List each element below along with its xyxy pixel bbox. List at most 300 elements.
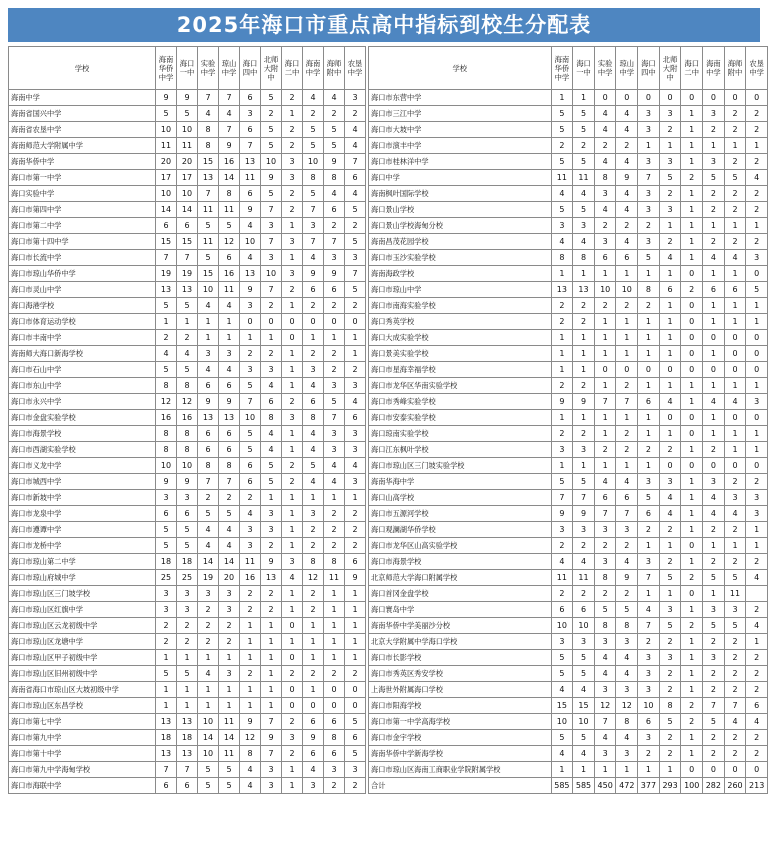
quota-cell: 3 — [198, 346, 219, 362]
left-table-row — [9, 282, 366, 298]
school-name: 海口市琼山华侨中学 — [9, 266, 156, 282]
quota-cell: 1 — [681, 202, 703, 218]
school-name: 海口景山学校 — [369, 202, 552, 218]
quota-cell: 1 — [573, 362, 595, 378]
quota-cell: 10 — [198, 714, 219, 730]
right-table-row — [369, 570, 768, 586]
quota-cell: 0 — [681, 362, 703, 378]
quota-cell: 1 — [345, 490, 366, 506]
quota-cell: 2 — [282, 746, 303, 762]
quota-cell: 5 — [551, 650, 573, 666]
quota-cell: 1 — [282, 218, 303, 234]
quota-cell: 16 — [219, 154, 240, 170]
quota-cell: 4 — [616, 474, 638, 490]
quota-cell: 0 — [659, 362, 681, 378]
school-name: 海口市玉沙实验学校 — [369, 250, 552, 266]
quota-cell: 2 — [303, 522, 324, 538]
quota-cell: 2 — [703, 746, 725, 762]
quota-cell: 3 — [551, 442, 573, 458]
quota-cell: 0 — [681, 330, 703, 346]
school-name: 海口市龙泉中学 — [9, 506, 156, 522]
quota-cell: 2 — [198, 490, 219, 506]
quota-cell: 8 — [551, 250, 573, 266]
quota-cell: 1 — [219, 698, 240, 714]
quota-cell: 4 — [573, 186, 595, 202]
quota-cell: 5 — [573, 202, 595, 218]
quota-cell: 2 — [345, 666, 366, 682]
quota-cell: 5 — [724, 618, 746, 634]
quota-cell: 4 — [659, 250, 681, 266]
quota-cell: 3 — [703, 106, 725, 122]
quota-cell: 8 — [573, 250, 595, 266]
left-table-row — [9, 778, 366, 794]
quota-cell: 1 — [616, 266, 638, 282]
quota-cell: 3 — [638, 202, 660, 218]
quota-cell: 11 — [573, 570, 595, 586]
quota-cell: 1 — [240, 330, 261, 346]
quota-cell: 2 — [573, 586, 595, 602]
quota-cell: 1 — [240, 634, 261, 650]
quota-cell: 1 — [659, 138, 681, 154]
quota-cell: 2 — [282, 138, 303, 154]
quota-cell: 2 — [746, 474, 768, 490]
quota-cell: 1 — [703, 314, 725, 330]
quota-cell: 1 — [681, 522, 703, 538]
school-name: 海口市东山中学 — [9, 378, 156, 394]
quota-cell: 3 — [659, 202, 681, 218]
right-header-col: 海师附中 — [724, 47, 746, 90]
left-header-col: 海南中学 — [303, 47, 324, 90]
quota-cell: 2 — [616, 138, 638, 154]
quota-cell: 2 — [724, 666, 746, 682]
quota-cell: 2 — [724, 474, 746, 490]
quota-cell: 7 — [261, 234, 282, 250]
quota-cell: 2 — [659, 186, 681, 202]
quota-cell: 1 — [240, 618, 261, 634]
quota-cell: 1 — [282, 634, 303, 650]
quota-cell: 2 — [324, 522, 345, 538]
quota-cell: 282 — [703, 778, 725, 794]
quota-cell: 4 — [198, 666, 219, 682]
quota-cell: 1 — [156, 698, 177, 714]
quota-cell: 2 — [659, 554, 681, 570]
school-name: 海口海港学校 — [9, 298, 156, 314]
right-table-row — [369, 634, 768, 650]
quota-cell: 5 — [198, 762, 219, 778]
quota-cell: 13 — [198, 170, 219, 186]
quota-cell: 4 — [746, 170, 768, 186]
quota-cell: 2 — [177, 634, 198, 650]
quota-cell: 1 — [594, 410, 616, 426]
quota-cell: 1 — [724, 442, 746, 458]
quota-cell: 0 — [324, 698, 345, 714]
quota-cell: 4 — [240, 250, 261, 266]
quota-cell: 1 — [594, 762, 616, 778]
quota-cell: 2 — [724, 730, 746, 746]
quota-cell: 2 — [659, 682, 681, 698]
school-name: 海口景美实验学校 — [369, 346, 552, 362]
quota-cell: 4 — [324, 474, 345, 490]
quota-cell: 5 — [345, 282, 366, 298]
quota-cell: 18 — [156, 554, 177, 570]
school-name: 海口市第一中学高海学校 — [369, 714, 552, 730]
quota-cell: 3 — [240, 298, 261, 314]
quota-cell: 13 — [261, 570, 282, 586]
quota-cell: 8 — [303, 554, 324, 570]
right-table-row — [369, 746, 768, 762]
quota-cell: 3 — [324, 250, 345, 266]
quota-cell: 5 — [219, 506, 240, 522]
quota-cell: 5 — [551, 474, 573, 490]
school-name: 海口市龙桥中学 — [9, 538, 156, 554]
quota-cell: 2 — [282, 202, 303, 218]
school-name: 海口市第七中学 — [9, 714, 156, 730]
right-table-row — [369, 682, 768, 698]
quota-cell: 2 — [681, 698, 703, 714]
quota-cell: 3 — [616, 634, 638, 650]
quota-cell: 4 — [303, 474, 324, 490]
school-name: 海南昌茂花园学校 — [369, 234, 552, 250]
quota-cell: 7 — [638, 618, 660, 634]
quota-cell: 3 — [616, 682, 638, 698]
quota-cell: 100 — [681, 778, 703, 794]
right-header-col: 海口一中 — [573, 47, 595, 90]
quota-cell: 1 — [659, 762, 681, 778]
quota-cell: 4 — [551, 234, 573, 250]
quota-cell: 7 — [219, 122, 240, 138]
quota-cell: 1 — [616, 314, 638, 330]
quota-cell: 2 — [345, 298, 366, 314]
quota-cell: 0 — [746, 362, 768, 378]
school-name: 海南省国兴中学 — [9, 106, 156, 122]
quota-cell: 5 — [177, 298, 198, 314]
school-name: 海口市第十四中学 — [9, 234, 156, 250]
quota-cell: 8 — [198, 138, 219, 154]
quota-cell: 6 — [240, 474, 261, 490]
quota-cell: 3 — [594, 234, 616, 250]
quota-cell: 2 — [303, 586, 324, 602]
quota-cell: 5 — [573, 154, 595, 170]
quota-cell: 3 — [659, 154, 681, 170]
quota-cell: 4 — [324, 186, 345, 202]
quota-cell: 4 — [594, 122, 616, 138]
quota-cell: 5 — [324, 138, 345, 154]
quota-cell: 2 — [261, 586, 282, 602]
quota-cell: 2 — [703, 186, 725, 202]
quota-cell: 0 — [324, 682, 345, 698]
quota-cell: 5 — [219, 762, 240, 778]
quota-cell: 1 — [746, 314, 768, 330]
quota-cell: 6 — [345, 170, 366, 186]
school-name: 海南省农垦中学 — [9, 122, 156, 138]
quota-cell: 1 — [638, 378, 660, 394]
school-name: 海口市第一中学 — [9, 170, 156, 186]
quota-cell: 9 — [198, 394, 219, 410]
quota-cell: 2 — [177, 618, 198, 634]
quota-cell: 2 — [659, 442, 681, 458]
school-name: 海口江东枫叶学校 — [369, 442, 552, 458]
quota-cell: 6 — [345, 410, 366, 426]
quota-cell: 10 — [198, 746, 219, 762]
quota-cell: 1 — [261, 330, 282, 346]
quota-cell: 19 — [156, 266, 177, 282]
school-name: 海口市金宇学校 — [369, 730, 552, 746]
school-name: 北京大学附属中学海口学校 — [369, 634, 552, 650]
school-name: 海口市琼山第二中学 — [9, 554, 156, 570]
right-table-row — [369, 554, 768, 570]
left-table-row — [9, 570, 366, 586]
quota-cell: 1 — [703, 218, 725, 234]
quota-cell: 1 — [261, 618, 282, 634]
school-name: 上海世外附属海口学校 — [369, 682, 552, 698]
quota-cell: 0 — [282, 698, 303, 714]
quota-cell: 5 — [746, 282, 768, 298]
quota-cell: 7 — [551, 490, 573, 506]
quota-cell: 11 — [219, 714, 240, 730]
quota-cell: 1 — [345, 618, 366, 634]
quota-cell: 1 — [638, 266, 660, 282]
quota-cell: 3 — [345, 426, 366, 442]
quota-cell: 1 — [573, 410, 595, 426]
quota-cell: 1 — [594, 346, 616, 362]
quota-cell: 2 — [703, 442, 725, 458]
quota-cell: 9 — [177, 474, 198, 490]
quota-cell: 3 — [638, 154, 660, 170]
left-table-row — [9, 106, 366, 122]
quota-cell: 4 — [303, 250, 324, 266]
quota-cell: 9 — [324, 154, 345, 170]
quota-cell: 2 — [659, 122, 681, 138]
quota-cell: 7 — [638, 170, 660, 186]
quota-cell: 4 — [345, 394, 366, 410]
quota-cell: 1 — [681, 746, 703, 762]
quota-cell: 1 — [616, 330, 638, 346]
quota-cell: 4 — [724, 714, 746, 730]
quota-cell: 3 — [156, 602, 177, 618]
quota-cell: 6 — [219, 378, 240, 394]
quota-cell: 10 — [156, 186, 177, 202]
quota-cell: 0 — [681, 266, 703, 282]
quota-cell: 1 — [282, 346, 303, 362]
quota-cell: 2 — [282, 186, 303, 202]
quota-cell: 10 — [551, 618, 573, 634]
quota-cell: 1 — [659, 330, 681, 346]
quota-cell: 1 — [681, 218, 703, 234]
quota-cell: 5 — [659, 714, 681, 730]
quota-cell: 2 — [724, 186, 746, 202]
quota-cell: 8 — [303, 170, 324, 186]
quota-cell: 11 — [551, 170, 573, 186]
quota-cell: 7 — [198, 474, 219, 490]
quota-cell: 5 — [156, 298, 177, 314]
quota-cell: 5 — [551, 106, 573, 122]
quota-cell: 3 — [594, 634, 616, 650]
left-table-row — [9, 538, 366, 554]
quota-cell: 2 — [638, 634, 660, 650]
school-name: 海口市第九中学 — [9, 730, 156, 746]
quota-cell: 2 — [551, 538, 573, 554]
quota-cell: 8 — [324, 554, 345, 570]
quota-cell: 2 — [703, 554, 725, 570]
quota-cell: 5 — [703, 170, 725, 186]
quota-cell: 2 — [282, 458, 303, 474]
quota-cell: 5 — [573, 650, 595, 666]
right-table-row — [369, 314, 768, 330]
quota-cell: 6 — [573, 602, 595, 618]
quota-cell: 0 — [746, 266, 768, 282]
quota-cell: 6 — [703, 282, 725, 298]
quota-cell: 11 — [219, 282, 240, 298]
quota-cell: 4 — [724, 394, 746, 410]
quota-cell: 0 — [345, 314, 366, 330]
quota-cell: 8 — [324, 730, 345, 746]
quota-cell: 2 — [703, 234, 725, 250]
quota-cell: 3 — [324, 762, 345, 778]
quota-cell: 11 — [573, 170, 595, 186]
quota-cell: 4 — [551, 746, 573, 762]
school-name: 海口市琼山府城中学 — [9, 570, 156, 586]
school-name: 海口市琼山区东昌学校 — [9, 698, 156, 714]
quota-cell: 9 — [261, 730, 282, 746]
quota-cell: 5 — [240, 442, 261, 458]
quota-cell: 5 — [198, 218, 219, 234]
quota-cell: 1 — [551, 266, 573, 282]
school-name: 海口市丰南中学 — [9, 330, 156, 346]
quota-cell: 2 — [219, 634, 240, 650]
quota-cell: 2 — [219, 490, 240, 506]
quota-cell: 4 — [616, 650, 638, 666]
quota-cell: 4 — [261, 426, 282, 442]
quota-cell: 3 — [282, 554, 303, 570]
quota-cell: 3 — [594, 746, 616, 762]
quota-cell: 0 — [681, 458, 703, 474]
right-header-col: 农垦中学 — [746, 47, 768, 90]
quota-cell: 1 — [703, 410, 725, 426]
quota-cell: 0 — [282, 650, 303, 666]
quota-cell: 2 — [324, 666, 345, 682]
quota-cell: 1 — [659, 266, 681, 282]
quota-cell: 7 — [177, 762, 198, 778]
quota-cell: 3 — [324, 378, 345, 394]
school-name: 海口市第四中学 — [9, 202, 156, 218]
quota-cell: 13 — [240, 266, 261, 282]
quota-cell: 1 — [177, 682, 198, 698]
quota-cell: 1 — [659, 378, 681, 394]
quota-cell: 7 — [219, 90, 240, 106]
quota-cell: 6 — [198, 426, 219, 442]
quota-cell: 2 — [573, 378, 595, 394]
quota-cell: 1 — [573, 90, 595, 106]
quota-cell: 11 — [177, 138, 198, 154]
quota-cell: 1 — [282, 442, 303, 458]
quota-cell: 7 — [156, 762, 177, 778]
left-header-school: 学校 — [9, 47, 156, 90]
quota-cell: 1 — [681, 250, 703, 266]
quota-cell: 3 — [551, 218, 573, 234]
quota-cell: 2 — [282, 90, 303, 106]
quota-cell: 10 — [303, 154, 324, 170]
quota-cell: 9 — [324, 266, 345, 282]
quota-cell: 9 — [219, 394, 240, 410]
quota-cell: 4 — [659, 490, 681, 506]
quota-cell: 6 — [303, 746, 324, 762]
quota-cell: 4 — [594, 202, 616, 218]
quota-cell: 4 — [594, 474, 616, 490]
quota-cell: 6 — [659, 282, 681, 298]
quota-cell: 6 — [219, 442, 240, 458]
school-name: 海口市南海实验学校 — [369, 298, 552, 314]
quota-cell: 6 — [198, 442, 219, 458]
quota-cell: 2 — [551, 138, 573, 154]
quota-cell: 4 — [616, 730, 638, 746]
quota-cell: 14 — [177, 202, 198, 218]
quota-cell: 9 — [303, 730, 324, 746]
quota-cell: 9 — [573, 394, 595, 410]
quota-cell: 1 — [573, 762, 595, 778]
quota-cell: 5 — [198, 778, 219, 794]
allocation-table-right — [368, 46, 768, 794]
quota-cell: 2 — [746, 202, 768, 218]
quota-cell: 1 — [345, 586, 366, 602]
quota-cell: 5 — [345, 202, 366, 218]
quota-cell: 1 — [616, 346, 638, 362]
quota-cell: 10 — [177, 122, 198, 138]
quota-cell: 5 — [616, 602, 638, 618]
right-table-row — [369, 250, 768, 266]
quota-cell: 3 — [573, 218, 595, 234]
quota-cell: 6 — [240, 458, 261, 474]
quota-cell: 4 — [616, 554, 638, 570]
quota-cell: 6 — [324, 282, 345, 298]
quota-cell: 13 — [551, 282, 573, 298]
quota-cell: 2 — [659, 666, 681, 682]
quota-cell: 1 — [659, 426, 681, 442]
quota-cell: 4 — [703, 490, 725, 506]
quota-cell: 2 — [746, 154, 768, 170]
quota-cell: 2 — [746, 106, 768, 122]
left-table-row — [9, 314, 366, 330]
left-header-col: 农垦中学 — [345, 47, 366, 90]
quota-cell: 7 — [594, 394, 616, 410]
right-table-row — [369, 154, 768, 170]
quota-cell: 3 — [703, 602, 725, 618]
quota-cell: 2 — [324, 298, 345, 314]
quota-cell: 3 — [282, 154, 303, 170]
quota-cell: 7 — [156, 250, 177, 266]
quota-cell: 9 — [573, 506, 595, 522]
quota-cell: 2 — [261, 106, 282, 122]
quota-cell: 2 — [746, 666, 768, 682]
quota-cell: 213 — [746, 778, 768, 794]
quota-cell: 2 — [724, 650, 746, 666]
quota-cell: 5 — [261, 474, 282, 490]
quota-cell: 4 — [594, 666, 616, 682]
quota-cell: 1 — [198, 682, 219, 698]
school-name: 海口市琼山区红旗中学 — [9, 602, 156, 618]
quota-cell: 2 — [594, 442, 616, 458]
quota-cell: 1 — [303, 330, 324, 346]
quota-cell: 4 — [573, 746, 595, 762]
quota-cell: 6 — [594, 250, 616, 266]
quota-cell: 3 — [324, 426, 345, 442]
quota-cell: 2 — [156, 330, 177, 346]
quota-cell: 0 — [703, 458, 725, 474]
quota-cell: 9 — [551, 394, 573, 410]
quota-cell: 1 — [240, 682, 261, 698]
quota-cell: 4 — [240, 506, 261, 522]
quota-cell: 4 — [177, 346, 198, 362]
quota-cell: 2 — [573, 426, 595, 442]
